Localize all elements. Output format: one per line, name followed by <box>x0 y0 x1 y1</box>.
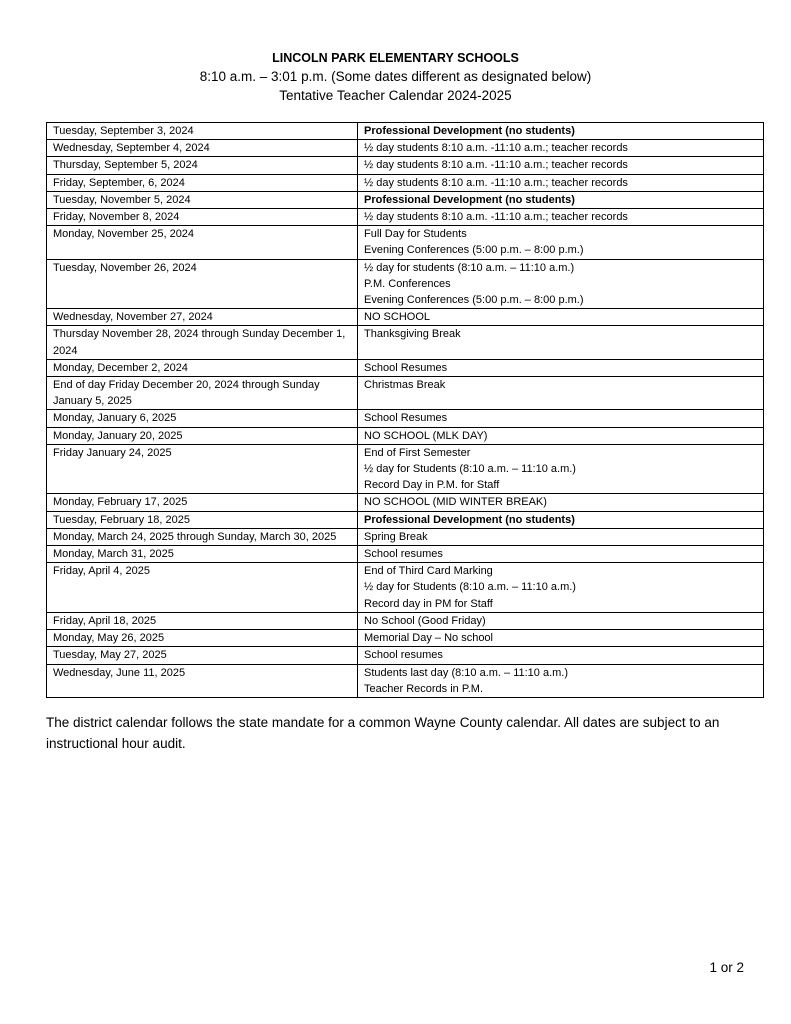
event-line: School Resumes <box>364 361 448 374</box>
table-row <box>47 494 764 511</box>
date-cell: Friday, April 18, 2025 <box>47 612 358 629</box>
table-row <box>47 157 764 174</box>
table-row <box>47 123 764 140</box>
date-cell: Tuesday, November 26, 2024 <box>47 259 358 309</box>
date-cell: Monday, January 6, 2025 <box>47 410 358 427</box>
event-cell <box>358 664 764 697</box>
event-cell <box>358 377 764 410</box>
event-cell <box>358 427 764 444</box>
table-row <box>47 309 764 326</box>
table-row <box>47 259 764 309</box>
event-line: Professional Development (no students) <box>364 513 575 526</box>
event-line: School resumes <box>364 548 443 561</box>
event-cell <box>358 259 764 309</box>
event-line: No School (Good Friday) <box>364 614 486 627</box>
date-cell: Friday, April 4, 2025 <box>47 563 358 613</box>
date-cell: Friday, September, 6, 2024 <box>47 174 358 191</box>
event-line: Evening Conferences (5:00 p.m. – 8:00 p.m.) <box>364 244 584 257</box>
event-cell <box>358 140 764 157</box>
date-cell: Tuesday, February 18, 2025 <box>47 511 358 528</box>
event-cell <box>358 410 764 427</box>
event-line: Christmas Break <box>364 379 446 392</box>
table-row <box>47 326 764 359</box>
table-row <box>47 612 764 629</box>
date-cell: Tuesday, May 27, 2025 <box>47 647 358 664</box>
event-line: School Resumes <box>364 412 448 425</box>
date-cell: End of day Friday December 20, 2024 through Sunday January 5, 2025 <box>47 377 358 410</box>
event-line: ½ day for Students (8:10 a.m. – 11:10 a.m.) <box>364 463 576 476</box>
date-cell: Monday, November 25, 2024 <box>47 226 358 259</box>
event-line: School resumes <box>364 649 443 662</box>
footer-note: The district calendar follows the state mandate for a common Wayne County calendar. All dates are subject to an instructional hour audit. <box>46 715 720 751</box>
event-cell <box>358 546 764 563</box>
event-line: End of First Semester <box>364 446 471 459</box>
date-cell: Friday, November 8, 2024 <box>47 209 358 226</box>
table-row <box>47 377 764 410</box>
table-row <box>47 444 764 494</box>
event-line: Record Day in P.M. for Staff <box>364 479 500 492</box>
calendar-table <box>46 122 764 698</box>
table-row <box>47 511 764 528</box>
date-cell: Thursday November 28, 2024 through Sunday December 1, 2024 <box>47 326 358 359</box>
event-line: Full Day for Students <box>364 228 467 241</box>
event-line: NO SCHOOL (MLK DAY) <box>364 429 488 442</box>
event-cell <box>358 528 764 545</box>
school-title: LINCOLN PARK ELEMENTARY SCHOOLS <box>272 51 519 65</box>
date-cell: Monday, March 24, 2025 through Sunday, March 30, 2025 <box>47 528 358 545</box>
table-row <box>47 546 764 563</box>
date-cell: Wednesday, September 4, 2024 <box>47 140 358 157</box>
event-line: Spring Break <box>364 530 428 543</box>
event-line: ½ day students 8:10 a.m. -11:10 a.m.; teacher records <box>364 176 628 189</box>
table-row <box>47 664 764 697</box>
event-line: Record day in PM for Staff <box>364 597 493 610</box>
table-row <box>47 563 764 613</box>
table-row <box>47 226 764 259</box>
calendar-table-body <box>47 123 764 698</box>
event-line: P.M. Conferences <box>364 277 451 290</box>
date-cell: Thursday, September 5, 2024 <box>47 157 358 174</box>
event-cell <box>358 494 764 511</box>
event-cell <box>358 612 764 629</box>
table-row <box>47 140 764 157</box>
date-cell: Monday, December 2, 2024 <box>47 359 358 376</box>
event-cell <box>358 444 764 494</box>
event-cell <box>358 511 764 528</box>
event-line: Thanksgiving Break <box>364 328 461 341</box>
table-row <box>47 630 764 647</box>
event-cell <box>358 309 764 326</box>
date-cell: Wednesday, November 27, 2024 <box>47 309 358 326</box>
table-row <box>47 191 764 208</box>
table-row <box>47 410 764 427</box>
event-cell <box>358 563 764 613</box>
date-cell: Monday, May 26, 2025 <box>47 630 358 647</box>
event-line: ½ day students 8:10 a.m. -11:10 a.m.; teacher records <box>364 142 628 155</box>
event-line: End of Third Card Marking <box>364 565 493 578</box>
event-line: Evening Conferences (5:00 p.m. – 8:00 p.m.) <box>364 294 584 307</box>
date-cell: Monday, February 17, 2025 <box>47 494 358 511</box>
table-row <box>47 174 764 191</box>
table-row <box>47 209 764 226</box>
page-number: 1 or 2 <box>709 960 744 975</box>
event-line: ½ day students 8:10 a.m. -11:10 a.m.; teacher records <box>364 211 628 224</box>
event-line: Students last day (8:10 a.m. – 11:10 a.m.) <box>364 666 569 679</box>
calendar-subtitle: Tentative Teacher Calendar 2024-2025 <box>279 88 512 103</box>
event-cell <box>358 174 764 191</box>
table-row <box>47 528 764 545</box>
date-cell: Wednesday, June 11, 2025 <box>47 664 358 697</box>
event-line: NO SCHOOL <box>364 311 431 324</box>
date-cell: Tuesday, September 3, 2024 <box>47 123 358 140</box>
event-cell <box>358 191 764 208</box>
event-line: ½ day for students (8:10 a.m. – 11:10 a.m.) <box>364 261 575 274</box>
event-cell <box>358 123 764 140</box>
document-header <box>0 50 791 105</box>
event-cell <box>358 326 764 359</box>
event-cell <box>358 359 764 376</box>
event-line: Professional Development (no students) <box>364 193 575 206</box>
event-line: NO SCHOOL (MID WINTER BREAK) <box>364 496 547 509</box>
event-cell <box>358 157 764 174</box>
event-line: ½ day students 8:10 a.m. -11:10 a.m.; teacher records <box>364 159 628 172</box>
date-cell: Friday January 24, 2025 <box>47 444 358 494</box>
school-hours: 8:10 a.m. – 3:01 p.m. (Some dates different as designated below) <box>199 69 592 84</box>
event-line: Teacher Records in P.M. <box>364 682 484 695</box>
event-cell <box>358 630 764 647</box>
event-cell <box>358 647 764 664</box>
event-line: Professional Development (no students) <box>364 125 575 137</box>
event-line: ½ day for Students (8:10 a.m. – 11:10 a.m.) <box>364 581 576 594</box>
event-cell <box>358 226 764 259</box>
table-row <box>47 359 764 376</box>
event-line: Memorial Day – No school <box>364 632 493 645</box>
table-row <box>47 427 764 444</box>
date-cell: Tuesday, November 5, 2024 <box>47 191 358 208</box>
table-row <box>47 647 764 664</box>
event-cell <box>358 209 764 226</box>
date-cell: Monday, January 20, 2025 <box>47 427 358 444</box>
date-cell: Monday, March 31, 2025 <box>47 546 358 563</box>
